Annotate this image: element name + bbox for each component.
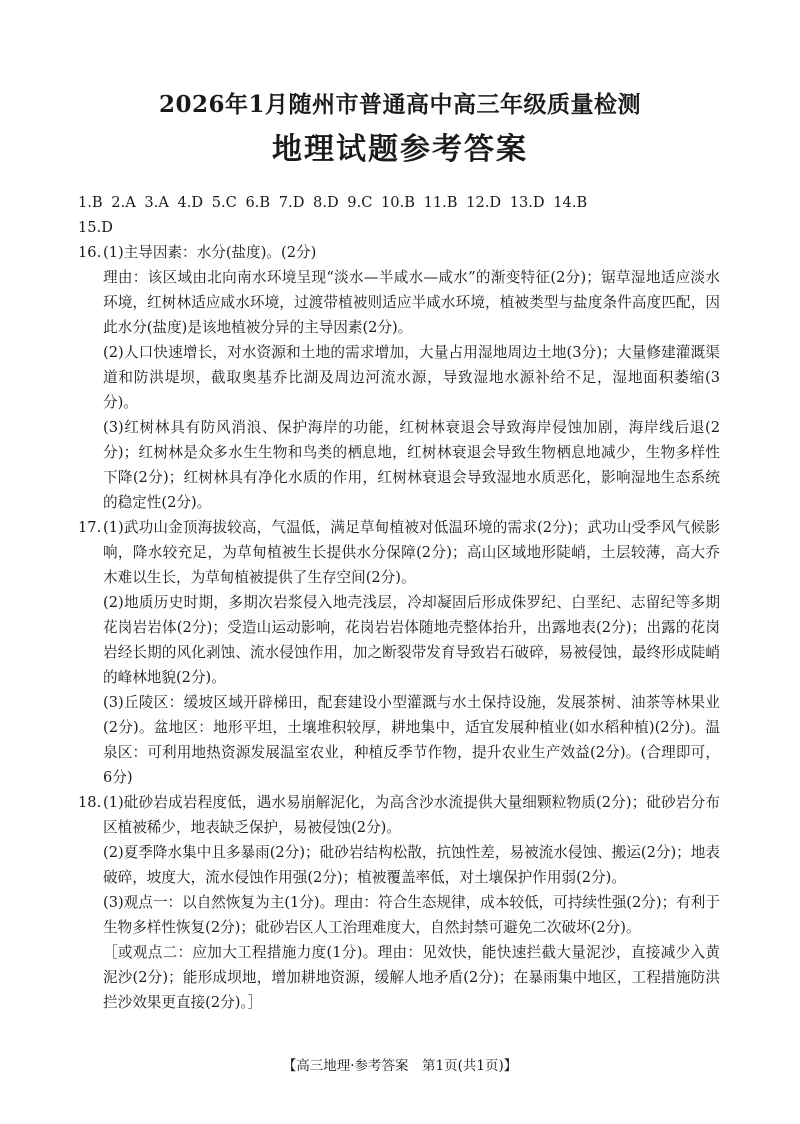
q18-part3-view2: ［或观点二：应加大工程措施力度(1分)。理由：见效快，能快速拦截大量泥沙，直接减少入黄泥沙(2分)；能形成坝地，增加耕地资源，缓解人地矛盾(2分)；在暴雨集中地区，工程措施防洪拦沙效果更直接(2分)。］ (103, 944, 720, 1011)
page-footer: 【高三地理·参考答案 第1页(共1页)】 (282, 1058, 518, 1074)
question-18 (78, 790, 720, 1015)
q18-part2-answer: (2)夏季降水集中且多暴雨(2分)；砒砂岩结构松散，抗蚀性差，易被流水侵蚀、搬运(2分)；地表破碎，坡度大，流水侵蚀作用强(2分)；植被覆盖率低，对土壤保护作用弱(2分)。 (103, 844, 720, 886)
question-number: 17. (78, 519, 102, 536)
q16-part1-answer: (1)主导因素：水分(盐度)。(2分) (103, 244, 317, 261)
q16-part2-answer: (2)人口快速增长，对水资源和土地的需求增加，大量占用湿地周边土地(3分)；大量修建灌溉渠道和防洪堤坝，截取奥基乔比湖及周边河流水源，导致湿地水源补给不足，湿地面积萎缩(3分)。 (103, 344, 720, 411)
q17-part3-answer: (3)丘陵区：缓坡区域开辟梯田，配套建设小型灌溉与水土保持设施，发展茶树、油茶等林果业(2分)。盆地区：地形平坦，土壤堆积较厚，耕地集中，适宜发展种植业(如水稻种植)(2分)。温泉区：可利用地热资源发展温室农业，种植反季节作物，提升农业生产效益(2分)。(合理即可，6分) (103, 694, 720, 786)
q18-part3-view1: (3)观点一：以自然恢复为主(1分)。理由：符合生态规律，成本较低，可持续性强(2分)；有利于生物多样性恢复(2分)；砒砂岩区人工治理难度大，自然封禁可避免二次破坏(2分)。 (103, 894, 720, 936)
q17-part1-answer: (1)武功山金顶海拔较高，气温低，满足草甸植被对低温环境的需求(2分)；武功山受季风气候影响，降水较充足，为草甸植被生长提供水分保障(2分)；高山区域地形陡峭，土层较薄，高大乔木难以生长，为草甸植被提供了生存空间(2分)。 (103, 519, 720, 586)
q16-part3-answer: (3)红树林具有防风消浪、保护海岸的功能，红树林衰退会导致海岸侵蚀加剧，海岸线后退(2分)；红树林是众多水生生物和鸟类的栖息地，红树林衰退会导致生物栖息地减少，生物多样性下降(2分)；红树林具有净化水质的作用，红树林衰退会导致湿地水质恶化，影响湿地生态系统的稳定性(2分)。 (103, 419, 720, 511)
q16-part1-reason: 理由：该区域由北向南水环境呈现“淡水—半咸水—咸水”的渐变特征(2分)；锯草湿地适应淡水环境，红树林适应咸水环境，过渡带植被则适应半咸水环境，植被类型与盐度条件高度匹配，因此水分(盐度)是该地植被分异的主导因素(2分)。 (103, 269, 720, 336)
question-number: 16. (78, 244, 102, 261)
question-17 (78, 515, 720, 790)
exam-title: 2026年1月随州市普通高中高三年级质量检测 (158, 91, 642, 118)
choice-answers-line-1: 1.B 2.A 3.A 4.D 5.C 6.B 7.D 8.D 9.C 10.B 11.B 12.D 13.D 14.B (78, 194, 588, 211)
answer-content (78, 190, 720, 1015)
answer-key-title: 地理试题参考答案 (272, 132, 528, 167)
choice-answers-line-2: 15.D (78, 219, 113, 236)
q18-part1-answer: (1)砒砂岩成岩程度低，遇水易崩解泥化，为高含沙水流提供大量细颗粒物质(2分)；砒砂岩分布区植被稀少，地表缺乏保护，易被侵蚀(2分)。 (103, 794, 720, 836)
q17-part2-answer: (2)地质历史时期，多期次岩浆侵入地壳浅层，冷却凝固后形成侏罗纪、白垩纪、志留纪等多期花岗岩岩体(2分)；受造山运动影响，花岗岩岩体随地壳整体抬升，出露地表(2分)；出露的花岗岩经长期的风化剥蚀、流水侵蚀作用，加之断裂带发育导致岩石破碎，易被侵蚀，最终形成陡峭的峰林地貌(2分)。 (103, 594, 720, 686)
question-16 (78, 240, 720, 515)
question-number: 18. (78, 794, 102, 811)
